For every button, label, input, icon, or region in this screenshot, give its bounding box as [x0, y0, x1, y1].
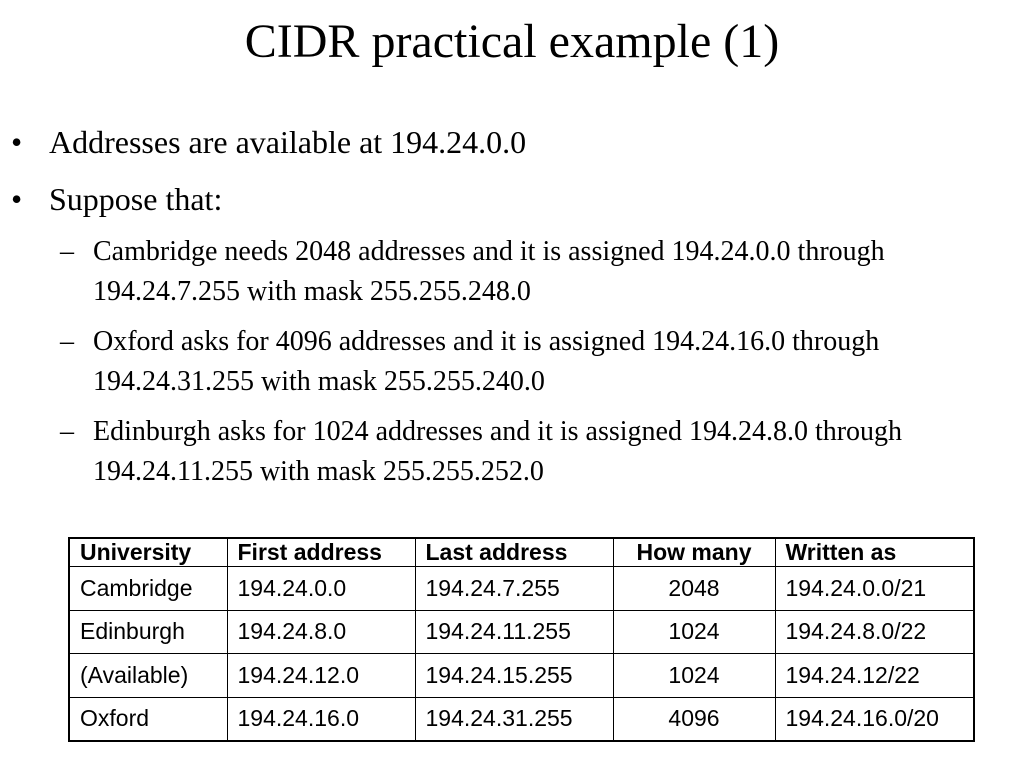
bullet-item-addresses: [0, 118, 1024, 166]
cell-university: Edinburgh: [70, 610, 227, 654]
bullet-marker: •: [11, 181, 23, 217]
cell-how-many: 1024: [613, 610, 775, 654]
sub-bullet-text: Oxford asks for 4096 addresses and it is assigned 194.24.16.0 through 194.24.31.255 with mask 255.255.240.0: [93, 326, 880, 397]
cell-written-as: 194.24.0.0/21: [775, 567, 973, 611]
sub-bullet-marker: –: [60, 326, 74, 357]
sub-bullet-marker: –: [60, 416, 74, 447]
sub-bullet-list: [0, 232, 1024, 492]
sub-bullet-oxford: [0, 322, 1024, 402]
table-row: [70, 697, 973, 740]
sub-bullet-text: Cambridge needs 2048 addresses and it is assigned 194.24.0.0 through 194.24.7.255 with mask 255.255.248.0: [93, 236, 885, 307]
cell-university: (Available): [70, 654, 227, 698]
cell-written-as: 194.24.12/22: [775, 654, 973, 698]
cidr-table-container: [68, 537, 975, 742]
column-header-how-many: How many: [613, 539, 775, 567]
sub-bullet-cambridge: [0, 232, 1024, 312]
cell-written-as: 194.24.16.0/20: [775, 697, 973, 740]
table-row: [70, 610, 973, 654]
bullet-item-suppose: [0, 175, 1024, 223]
bullet-text: Suppose that:: [49, 181, 223, 217]
cell-how-many: 1024: [613, 654, 775, 698]
table-row: [70, 567, 973, 611]
table-row: [70, 654, 973, 698]
sub-bullet-container: [0, 232, 1024, 492]
bullet-marker: •: [11, 124, 23, 160]
column-header-university: University: [70, 539, 227, 567]
column-header-written-as: Written as: [775, 539, 973, 567]
cell-first-address: 194.24.8.0: [227, 610, 415, 654]
column-header-last-address: Last address: [415, 539, 613, 567]
cell-how-many: 2048: [613, 567, 775, 611]
cell-first-address: 194.24.12.0: [227, 654, 415, 698]
sub-bullet-marker: –: [60, 236, 74, 267]
bullet-list: [0, 118, 1024, 502]
table-header-row: [70, 539, 973, 567]
cidr-table: [70, 539, 973, 740]
cell-first-address: 194.24.0.0: [227, 567, 415, 611]
cell-last-address: 194.24.31.255: [415, 697, 613, 740]
slide-title: CIDR practical example (1): [244, 15, 780, 68]
cell-how-many: 4096: [613, 697, 775, 740]
cell-last-address: 194.24.7.255: [415, 567, 613, 611]
sub-bullet-edinburgh: [0, 412, 1024, 492]
cell-written-as: 194.24.8.0/22: [775, 610, 973, 654]
bullet-text: Addresses are available at 194.24.0.0: [49, 124, 527, 160]
column-header-first-address: First address: [227, 539, 415, 567]
sub-bullet-text: Edinburgh asks for 1024 addresses and it is assigned 194.24.8.0 through 194.24.11.255 with mask 255.255.252.0: [93, 416, 903, 487]
cell-university: Oxford: [70, 697, 227, 740]
cell-last-address: 194.24.15.255: [415, 654, 613, 698]
cell-last-address: 194.24.11.255: [415, 610, 613, 654]
cell-university: Cambridge: [70, 567, 227, 611]
cell-first-address: 194.24.16.0: [227, 697, 415, 740]
